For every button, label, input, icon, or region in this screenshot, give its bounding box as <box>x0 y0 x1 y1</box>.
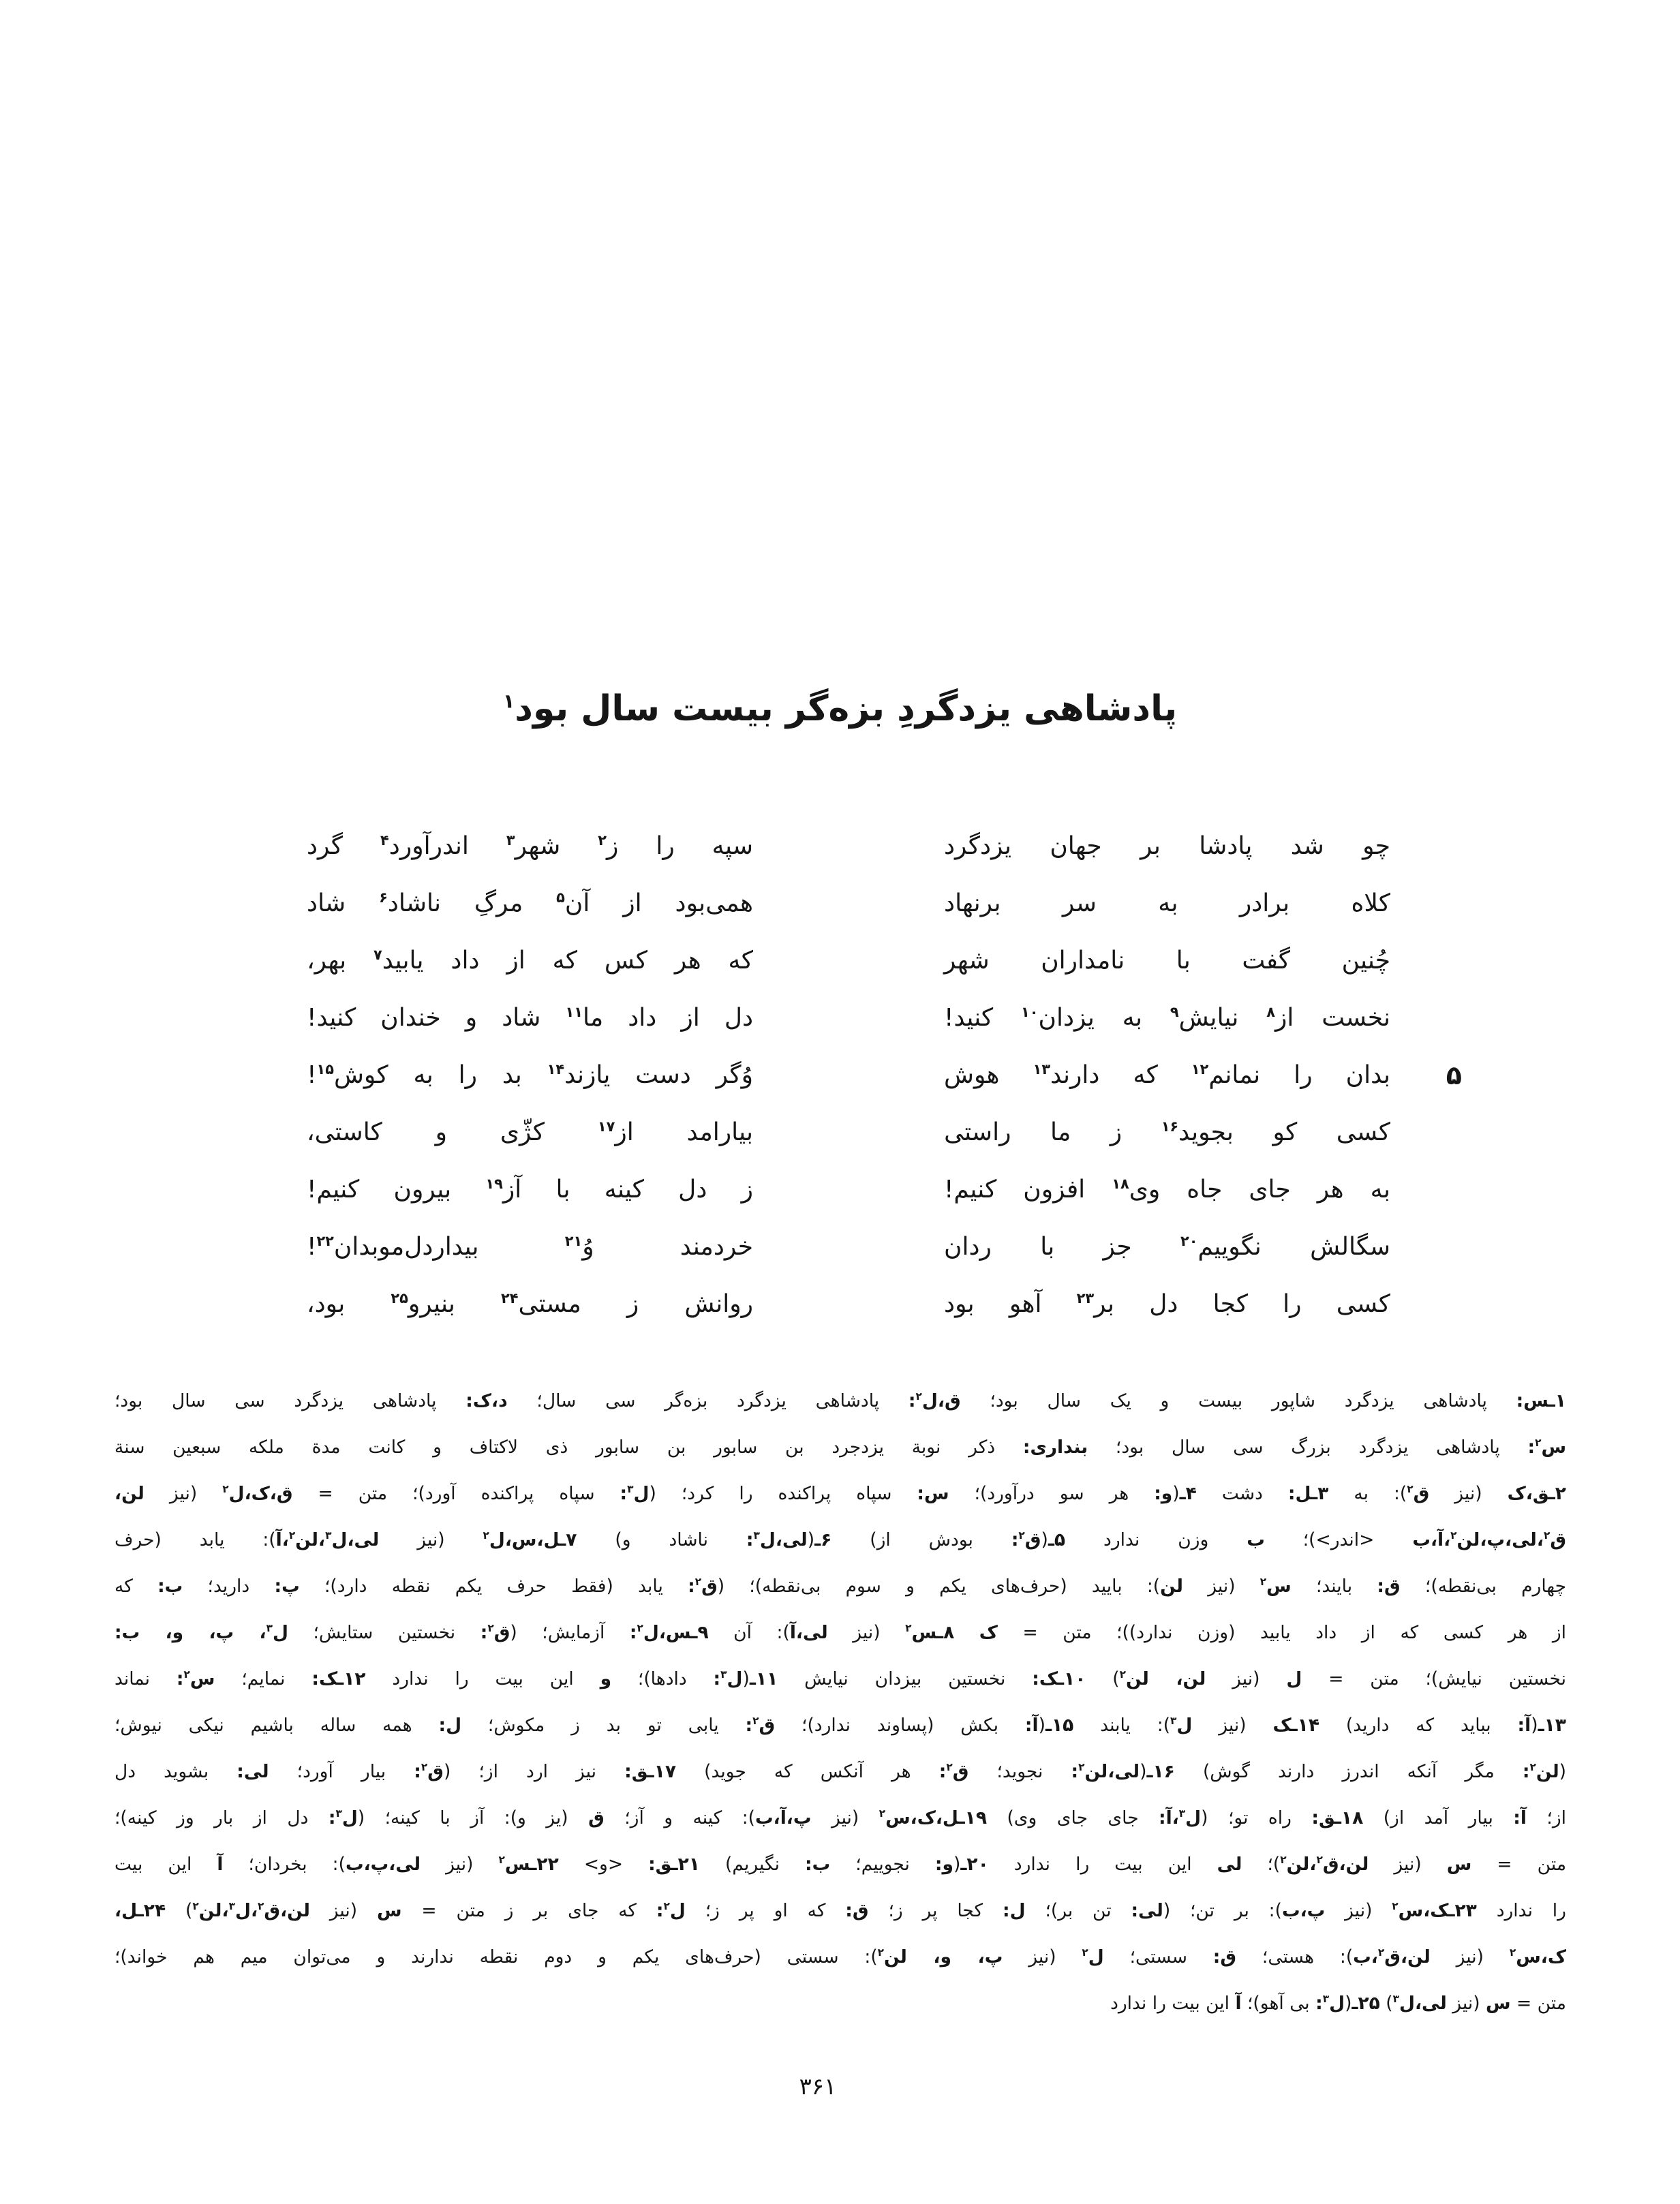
footnote-line: از هر کسی که از داد یابید (وزن ندارد))؛ متن = ک ۸ـس$^۲$ (نیز لی،آ): آن ۹ـس،ل$^۲$: آزمایش؛ (ق$^۲$: نخستین ستایش؛ ل$^۳$، پ، و، ب: <box>114 1622 1566 1643</box>
word: کنیم! <box>944 1176 997 1204</box>
hemistich-right <box>944 1176 1390 1204</box>
word: شهر$^۳$ <box>506 832 561 861</box>
word: شهر <box>944 947 990 975</box>
word: ناشاد$^۶$ <box>379 889 442 918</box>
word: ردان <box>944 1233 992 1261</box>
word: ما$^{۱۱}$ <box>565 1004 604 1032</box>
word: به <box>1122 1004 1143 1032</box>
word: بیرون <box>393 1176 452 1204</box>
word: به <box>1370 1176 1390 1204</box>
word: افزون <box>1023 1176 1086 1204</box>
word: شاد <box>502 1004 541 1032</box>
word: با <box>1040 1233 1055 1261</box>
word: نیایش$^۹$ <box>1170 1004 1239 1032</box>
word: اندرآورد$^۴$ <box>380 832 469 861</box>
hemistich-right <box>944 947 1390 975</box>
word: بیداردل‌موبدان$^{۲۲}$! <box>307 1233 479 1261</box>
footnote-line: را ندارد ۲۳ـک،س$^۲$ (نیز پ،ب): بر تن؛ (لی: تن بر)؛ ل: کجا پر ز؛ ق: که او پر ز؛ ل$^۲$: که جای بر ز متن = س (نیز لن،ق$^۲$،ل$^۳$،لن$^۲$) ۲۴ـل، <box>114 1900 1566 1921</box>
word: به <box>413 1061 433 1090</box>
verse-row <box>307 1219 1390 1276</box>
word: بیارامد <box>686 1118 753 1147</box>
word: بر$^{۲۳}$ <box>1076 1290 1115 1319</box>
word: پادشا <box>1199 832 1253 861</box>
critical-apparatus <box>114 1378 1566 2027</box>
word: خندان <box>380 1004 441 1032</box>
word: جز <box>1103 1233 1132 1261</box>
hemistich-right <box>944 1062 1390 1089</box>
hemistich-left <box>307 890 753 917</box>
word: داد <box>450 947 480 975</box>
word: به <box>1158 889 1178 918</box>
word: را <box>1294 1061 1313 1090</box>
chapter-title <box>503 685 1177 733</box>
word: کلاه <box>1351 889 1390 918</box>
word: کجا <box>1212 1290 1248 1319</box>
word: جای <box>1249 1176 1291 1204</box>
word: یزدان$^{۱۰}$ <box>1021 1004 1095 1032</box>
hemistich-left <box>307 1062 753 1089</box>
word: شاد <box>307 889 346 918</box>
footnote-line: ۲ـق،ک (نیز ق$^۲$): به ۳ـل: دشت ۴ـ(و: هر سو درآورد)؛ س: سپاه پراکنده را کرد؛ (ل$^۳$: سپاه پراکنده آورد)؛ متن = ق،ک،ل$^۲$ (نیز لن، <box>114 1483 1566 1504</box>
hemistich-left <box>307 1176 753 1204</box>
word: جهان <box>1050 832 1102 861</box>
word: روانش <box>684 1290 753 1319</box>
footnote-line: از؛ آ: بیار آمد از) ۱۸ـق: راه تو؛ (ل$^۳$،آ: جای جای وی) ۱۹ـل،ک،س$^۲$ (نیز پ،آ،ب): کینه و آز؛ ق (یز و): آز با کینه؛ (ل$^۳$: دل از بار وز کینه)؛ <box>114 1807 1566 1828</box>
word: نامداران <box>1041 947 1125 975</box>
word: کنید! <box>944 1004 994 1032</box>
word: کژّی <box>500 1118 545 1147</box>
word: دل <box>1149 1290 1178 1319</box>
verse-row <box>307 990 1390 1047</box>
word: چُنین <box>1341 947 1390 975</box>
word: مستی$^{۲۴}$ <box>500 1290 581 1319</box>
word: یازند$^{۱۴}$ <box>547 1061 611 1090</box>
verse-row <box>307 1276 1390 1333</box>
hemistich-right <box>944 833 1390 860</box>
word: سپه <box>712 832 753 861</box>
word: جاه <box>1187 1176 1223 1204</box>
footnote-line: چهارم بی‌نقطه)؛ ق: بایند؛ س$^۲$ (نیز لن): بایید (حرف‌های یکم و سوم بی‌نقطه)؛ (ق$^۲$: یابد (فقط حرف یکم نقطه دارد)؛ پ: دارید؛ ب: که <box>114 1576 1566 1597</box>
word: یزدگرد <box>944 832 1011 861</box>
footnote-line: (لن$^۲$: مگر آنکه اندرز دارند گوش) ۱۶ـ(لی،لن$^۲$: نجوید؛ ق$^۲$: هر آنکس که جوید) ۱۷ـق: نیز ارد از؛ (ق$^۲$: بیار آورد؛ لی: بشوید دل <box>114 1761 1566 1782</box>
word: شد <box>1290 832 1324 861</box>
word: ز <box>1110 1118 1122 1147</box>
word: بهر، <box>307 947 347 975</box>
word: ز <box>626 1290 639 1319</box>
word: هر <box>674 947 701 975</box>
verse-row <box>307 875 1390 932</box>
word: دل <box>678 1176 707 1204</box>
word: خردمند <box>679 1233 753 1261</box>
word: گرد <box>307 832 343 861</box>
word: چو <box>1362 832 1390 861</box>
page-number: ۳۶۱ <box>799 2073 837 2100</box>
word: سر <box>1062 889 1097 918</box>
word: مرگِ <box>474 889 523 918</box>
hemistich-right <box>944 1005 1390 1032</box>
word: را <box>1283 1290 1302 1319</box>
hemistich-right <box>944 1234 1390 1261</box>
word: بود <box>944 1290 975 1319</box>
word: کاستی، <box>307 1118 382 1147</box>
chapter-title-text: پادشاهی یزدگردِ بزه‌گر بیست سال بود <box>515 688 1178 729</box>
word: وُ$^{۲۱}$ <box>564 1233 594 1261</box>
word: و <box>435 1118 448 1147</box>
verse-number: ۵ <box>1446 1060 1462 1090</box>
footnote-line: ۱ـس: پادشاهی یزدگرد شاپور بیست و یک سال بود؛ ق،ل$^۲$: پادشاهی یزدگرد بزه‌گر سی سال؛ د،ک: پادشاهی یزدگرد سی سال بود؛ <box>114 1390 1566 1411</box>
footnote-line: نخستین نیایش)؛ متن = ل (نیز لن، لن$^۲$) ۱۰ـک: نخستین بیزدان نیایش ۱۱ـ(ل$^۳$: دادها)؛ و این بیت را ندارد ۱۲ـک: نمایم؛ س$^۲$: نماند <box>114 1668 1566 1689</box>
word: دست <box>635 1061 691 1090</box>
word: بود، <box>307 1290 346 1319</box>
word: از$^۸$ <box>1266 1004 1294 1032</box>
poem-columns <box>307 818 1462 1333</box>
word: ما <box>1050 1118 1071 1147</box>
hemistich-right <box>944 1291 1390 1318</box>
hemistich-left <box>307 1005 753 1032</box>
word: ز$^۲$ <box>598 832 619 861</box>
word: یابید$^۷$ <box>373 947 424 975</box>
word: نخست <box>1322 1004 1390 1032</box>
word: با <box>555 1176 570 1204</box>
word: بجوید$^{۱۶}$ <box>1161 1118 1234 1147</box>
word: از <box>681 1004 700 1032</box>
word: هر <box>1317 1176 1344 1204</box>
word: کنید! <box>307 1004 356 1032</box>
word: نگوییم$^{۲۰}$ <box>1180 1233 1262 1261</box>
word: کوش$^{۱۵}$! <box>307 1061 388 1090</box>
word: دارند$^{۱۳}$ <box>1033 1061 1100 1090</box>
footnote-line: ک،س$^۲$ (نیز لن،ق$^۲$،ب): هستی؛ ق: سستی؛ ل$^۲$ (نیز پ، و، لن$^۲$): سستی (حرف‌های یکم و دوم نقطه ندارند و می‌توان میم هم خواند)؛ <box>114 1946 1566 1968</box>
hemistich-left <box>307 1119 753 1146</box>
verse-row <box>307 818 1390 875</box>
word: نمانم$^{۱۲}$ <box>1191 1061 1261 1090</box>
word: را <box>656 832 675 861</box>
word: کس <box>604 947 647 975</box>
footnote-line: ۱۳ـ(آ: بباید که دارید) ۱۴ـک (نیز ل$^۳$): یابند ۱۵ـ(آ: بکش (پساوند ندارد)؛ ق$^۲$: یابی تو بد ز مکوش؛ ل: همه ساله باشیم نیکی نیوش؛ <box>114 1715 1566 1736</box>
word: کو <box>1272 1118 1298 1147</box>
word: برنهاد <box>944 889 1001 918</box>
word: بد <box>502 1061 522 1090</box>
word: وی$^{۱۸}$ <box>1112 1176 1161 1204</box>
verse-row <box>307 1047 1462 1104</box>
word: سگالش <box>1310 1233 1390 1261</box>
word: آن$^۵$ <box>556 889 590 918</box>
word: از$^{۱۷}$ <box>597 1118 634 1147</box>
word: از <box>623 889 642 918</box>
word: بر <box>1140 832 1161 861</box>
chapter-title-footnote-marker: ۱ <box>502 689 515 713</box>
verse-row <box>307 1104 1390 1161</box>
hemistich-left <box>307 1234 753 1261</box>
word: که <box>728 947 753 975</box>
word: داد <box>628 1004 657 1032</box>
word: کنیم! <box>307 1176 360 1204</box>
word: آز$^{۱۹}$ <box>485 1176 522 1204</box>
chapter-title-block <box>0 685 1680 733</box>
word: دل <box>724 1004 753 1032</box>
hemistich-right <box>944 1119 1390 1146</box>
footnote-line: متن = س (نیز لی،ل$^۳$) ۲۵ـ(ل$^۳$: بی آهو)؛ آ این بیت را ندارد <box>1110 1993 1566 2014</box>
word: و <box>465 1004 478 1032</box>
verse-row <box>307 932 1390 990</box>
footnote-line: س$^۲$: پادشاهی یزدگرد بزرگ سی سال بود؛ بنداری: ذکر نوبة یزدجرد بن سابور بن سابور ذی لاکتاف و کانت مدة ملکه سبعین سنة <box>114 1437 1566 1458</box>
word: برادر <box>1239 889 1290 918</box>
word: کینه <box>604 1176 644 1204</box>
verse-row <box>307 1161 1390 1219</box>
word: همی‌بود <box>675 889 753 918</box>
hemistich-left <box>307 833 753 860</box>
word: که <box>1133 1061 1158 1090</box>
footnote-line: متن = س (نیز لن،ق$^۲$،لن$^۲$)؛ لی این بیت را ندارد ۲۰ـ(و: نجوییم؛ ب: نگیریم) ۲۱ـق: <و> ۲۲ـس$^۲$ (نیز لی،پ،ب): بخردان؛ آ این بیت <box>114 1854 1566 1875</box>
word: بنیرو$^{۲۵}$ <box>391 1290 455 1319</box>
word: با <box>1176 947 1191 975</box>
word: ز <box>741 1176 753 1204</box>
word: از <box>506 947 525 975</box>
word: کسی <box>1336 1290 1390 1319</box>
word: آهو <box>1009 1290 1042 1319</box>
word: گفت <box>1242 947 1291 975</box>
hemistich-left <box>307 947 753 975</box>
word: هوش <box>944 1061 1000 1090</box>
hemistich-right <box>944 890 1390 917</box>
word: کسی <box>1336 1118 1390 1147</box>
footnote-line: ق$^۲$،لی،پ،لن$^۲$،آ،ب <اندر>)؛ ب وزن ندارد ۵ـ(ق$^۲$: بودش از) ۶ـ(لی،ل$^۳$: ناشاد و) ۷ـل،س،ل$^۲$ (نیز لی،ل$^۳$،لن$^۲$،آ): یابد (حرف <box>114 1529 1566 1550</box>
word: که <box>552 947 578 975</box>
word: بدان <box>1345 1061 1390 1090</box>
word: راستی <box>944 1118 1011 1147</box>
word: وُگر <box>716 1061 753 1090</box>
word: را <box>458 1061 478 1090</box>
hemistich-left <box>307 1291 753 1318</box>
